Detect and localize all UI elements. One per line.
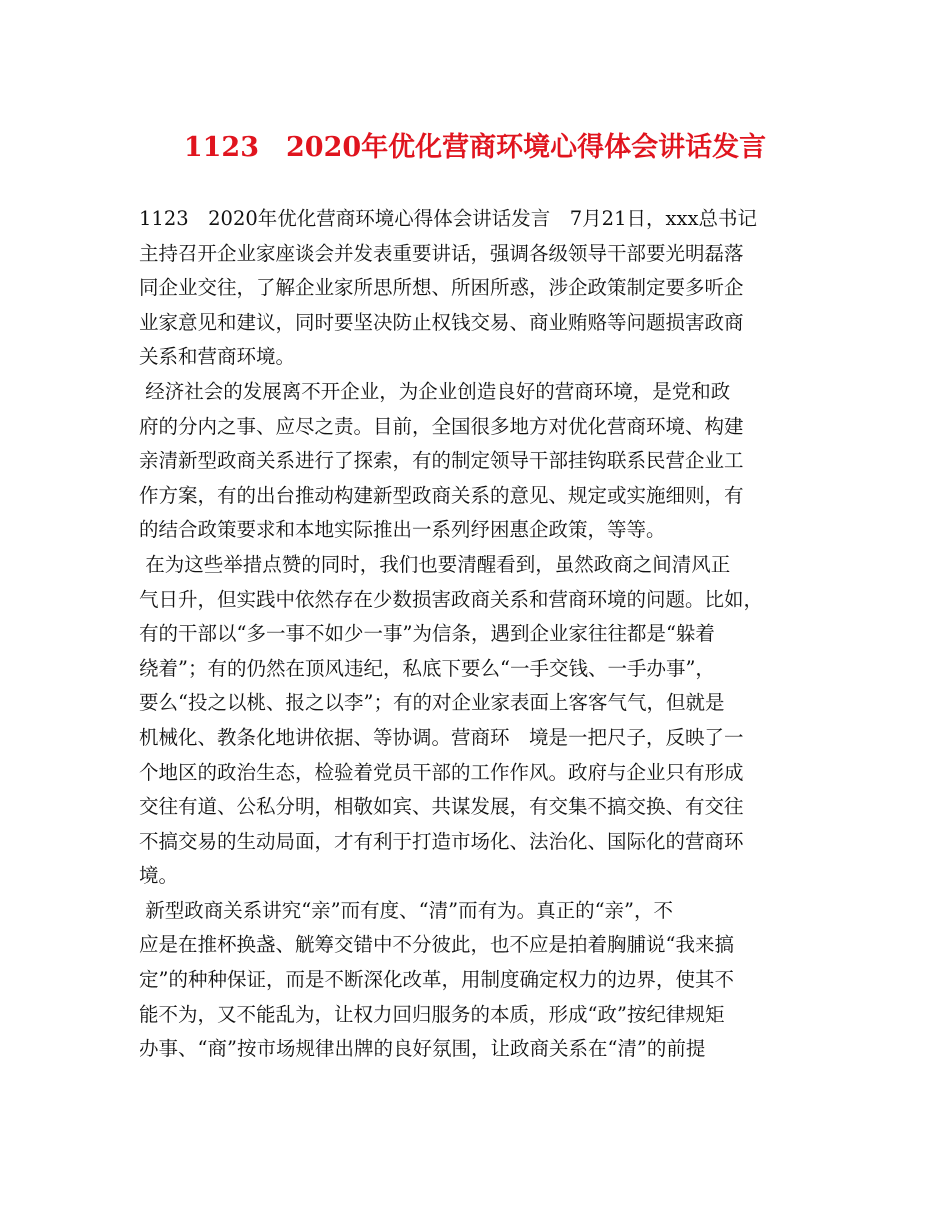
body-line: 有的干部以“多一事不如少一事”为信条，遇到企业家往往都是“躲着 — [139, 622, 715, 646]
document-body — [139, 202, 819, 1067]
body-line: 亲清新型政商关系进行了探索，有的制定领导干部挂钩联系民营企业工 — [139, 449, 744, 473]
body-line: 个地区的政治生态，检验着党员干部的工作作风。政府与企业只有形成 — [139, 760, 744, 784]
body-line: 定”的种种保证，而是不断深化改革，用制度确定权力的边界，使其不 — [139, 968, 734, 992]
body-line: 同企业交往，了解企业家所思所想、所困所惑，涉企政策制定要多听企 — [139, 276, 744, 300]
body-line: 关系和营商环境。 — [139, 345, 296, 369]
document-title: 1123 2020年优化营商环境心得体会讲话发言 — [183, 132, 767, 163]
body-line: 主持召开企业家座谈会并发表重要讲话，强调各级领导干部要光明磊落 — [139, 241, 744, 265]
body-line: 应是在推杯换盏、觥筹交错中不分彼此，也不应是拍着胸脯说“我来搞 — [139, 933, 734, 957]
body-line: 办事、“商”按市场规律出牌的良好氛围，让政商关系在“清”的前提 — [139, 1037, 706, 1061]
body-line: 机械化、教条化地讲依据、等协调。营商环 境是一把尺子，反映了一 — [139, 725, 744, 749]
body-line: 绕着”；有的仍然在顶风违纪，私底下要么“一手交钱、一手办事”， — [139, 656, 715, 680]
body-line: 在为这些举措点赞的同时，我们也要清醒看到，虽然政商之间清风正 — [139, 552, 731, 576]
body-line: 业家意见和建议，同时要坚决防止权钱交易、商业贿赂等问题损害政商 — [139, 310, 744, 334]
body-line: 交往有道、公私分明，相敬如宾、共谋发展，有交集不搞交换、有交往 — [139, 795, 744, 819]
body-line: 气日升，但实践中依然存在少数损害政商关系和营商环境的问题。比如， — [139, 587, 764, 611]
body-line: 要么“投之以桃、报之以李”；有的对企业家表面上客客气气，但就是 — [139, 691, 725, 715]
body-line: 作方案，有的出台推动构建新型政商关系的意见、规定或实施细则，有 — [139, 483, 744, 507]
body-line: 府的分内之事、应尽之责。目前，全国很多地方对优化营商环境、构建 — [139, 414, 744, 438]
body-line: 能不为，又不能乱为，让权力回归服务的本质，形成“政”按纪律规矩 — [139, 1002, 725, 1026]
body-line: 不搞交易的生动局面，才有利于打造市场化、法治化、国际化的营商环 — [139, 829, 744, 853]
body-line: 经济社会的发展离不开企业，为企业创造良好的营商环境，是党和政 — [139, 379, 731, 403]
body-line: 的结合政策要求和本地实际推出一系列纾困惠企政策，等等。 — [139, 518, 666, 542]
body-line: 新型政商关系讲究“亲”而有度、“清”而有为。真正的“亲”，不 — [139, 898, 674, 922]
body-line: 境。 — [139, 864, 179, 888]
body-line: 1123 2020年优化营商环境心得体会讲话发言 7月21日，xxx总书记 — [139, 207, 757, 230]
